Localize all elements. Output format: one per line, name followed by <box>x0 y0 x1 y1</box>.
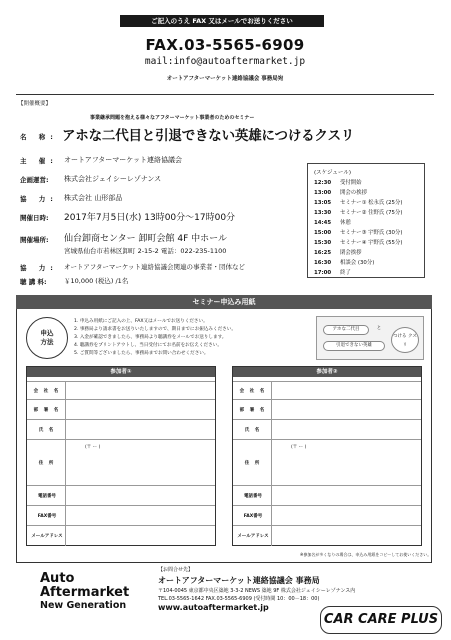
venue-address: 宮城県仙台市若林区卸町 2-15-2 電話：022-235-1100 <box>64 247 227 255</box>
schedule-item: 13:05 セミナー① 松永氏 (25分) <box>314 200 403 206</box>
contact-label: 【お問合せ先】 <box>158 567 194 573</box>
step-item: 1. 申込み用紙にご記入の上、FAX又はメールでお送りください。 <box>74 319 208 324</box>
form-row-name[interactable]: 氏 名 <box>27 419 215 439</box>
fax-number: FAX.03-5565-6909 <box>145 36 305 54</box>
schedule-item: 12:30 受付開始 <box>314 180 362 186</box>
instruction-banner: ご記入のうえ FAX 又はメールでお送りください <box>120 15 324 27</box>
logo-new-generation: New Generation <box>40 600 127 611</box>
participant-1-heading: 参加者① <box>27 367 215 377</box>
schedule-item: 13:30 セミナー② 住野氏 (75分) <box>314 210 403 216</box>
step-item: 2. 事務局より請求書をお送りいたしますので、期日までにお振込みください。 <box>74 327 236 332</box>
cooperation-value: 株式会社 山形部品 <box>64 194 123 202</box>
name-label: 名 称: <box>20 133 58 141</box>
schedule-item: 17:00 終了 <box>314 270 351 276</box>
step-item: 3. 入金が確認できましたら、事務局より聴講券をメールでお送りします。 <box>74 335 227 340</box>
postal-code: (〒 ー ) <box>291 445 307 450</box>
sample-ticket-image <box>316 316 424 360</box>
overview-label: 【開催概要】 <box>18 101 52 107</box>
seminar-title: アホな二代目と引退できない英雄につけるクスリ <box>62 128 355 144</box>
venue-label: 開催場所: <box>20 236 49 244</box>
form-row-phone[interactable]: 電話番号 <box>233 485 421 505</box>
step-item: 4. 聴講券をプリントアウトし、当日受付にてお名前をお伝えください。 <box>74 343 222 348</box>
cooperation-label: 協 力: <box>20 195 58 203</box>
planning-label: 企画運営: <box>20 176 49 184</box>
fee-label: 聴 講 料: <box>20 278 47 286</box>
contact-assoc: オートアフターマーケット連絡協議会 事務局 <box>158 575 320 585</box>
contact-address: 〒104-0045 東京都中央区築地 3-3-2 NEWS 築地 9F 株式会社ジェイシーレゾナンス内 <box>158 587 356 594</box>
form-row-email[interactable]: メールアドレス <box>27 525 215 546</box>
host-label: 主 催: <box>20 157 58 165</box>
form-row-company[interactable]: 会 社 名 <box>27 381 215 399</box>
form-row-email[interactable]: メールアドレス <box>233 525 421 546</box>
contact-tel: TEL.03-5565-1642 FAX.03-5565-6909 (受付時間 10：00－18：00) <box>158 596 320 602</box>
copy-note: ※参加名が多くなりの場合は、申込み用紙をコピーしてお使いください。 <box>300 552 432 557</box>
form-row-address[interactable]: 住 所 (〒 ー ) <box>233 439 421 485</box>
registration-heading: セミナー申込み用紙 <box>16 295 432 309</box>
sample-chip: アホな二代目 <box>323 325 369 335</box>
sample-chip: つける クスリ <box>391 327 419 353</box>
contact-web[interactable]: www.autoaftermarket.jp <box>158 602 269 612</box>
schedule-item: 14:45 休憩 <box>314 220 351 226</box>
form-row-fax[interactable]: FAX番号 <box>27 505 215 525</box>
schedule-item: 13:00 開会の挨拶 <box>314 190 367 196</box>
seminar-subtitle: 事業継承問題を抱える様々なアフターマーケット事業者のためのセミナー <box>90 115 255 121</box>
form-row-department[interactable]: 部 署 名 <box>27 399 215 419</box>
form-row-fax[interactable]: FAX番号 <box>233 505 421 525</box>
sample-chip: 引退できない英雄 <box>323 341 385 351</box>
recipient-org: オートアフターマーケット連絡協議会 事務局宛 <box>166 76 284 82</box>
participant-form-1 <box>26 366 216 546</box>
support-label: 協 力: <box>20 264 58 272</box>
form-row-address[interactable]: 住 所 (〒 ー ) <box>27 439 215 485</box>
participant-form-2 <box>232 366 422 546</box>
form-row-name[interactable]: 氏 名 <box>233 419 421 439</box>
divider <box>16 94 434 95</box>
host-value: オートアフターマーケット連絡協議会 <box>64 156 182 164</box>
form-row-department[interactable]: 部 署 名 <box>233 399 421 419</box>
date-value: 2017年7月5日(水) 13時00分～17時00分 <box>64 213 236 223</box>
form-row-company[interactable]: 会 社 名 <box>233 381 421 399</box>
schedule-box <box>307 163 425 278</box>
postal-code: (〒 ー ) <box>85 445 101 450</box>
schedule-item: 16:30 相談会 (30分) <box>314 260 375 266</box>
logo-aftermarket: Aftermarket <box>40 585 130 600</box>
contact-block <box>158 566 355 612</box>
logo-auto: Auto <box>40 571 75 586</box>
schedule-item: 16:25 閉会挨拶 <box>314 250 362 256</box>
schedule-item: 15:30 セミナー④ 宇野氏 (55分) <box>314 240 403 246</box>
step-item: 5. ご質問等ございましたら、事務局までお問い合わせください。 <box>74 351 209 356</box>
form-row-phone[interactable]: 電話番号 <box>27 485 215 505</box>
participant-2-heading: 参加者② <box>233 367 421 377</box>
support-value: オートアフターマーケット連絡協議会関連の事業者・団体など <box>64 263 246 271</box>
planning-value: 株式会社ジェイシーレゾナンス <box>64 175 162 183</box>
method-badge: 申込 方法 <box>26 317 68 359</box>
date-label: 開催日時: <box>20 214 49 222</box>
schedule-item: 15:00 セミナー③ 宇野氏 (30分) <box>314 230 403 236</box>
mail-address[interactable]: mail:info@autoaftermarket.jp <box>144 56 306 67</box>
fee-value: ￥10,000 (税込) /1名 <box>64 277 129 285</box>
schedule-heading: (スケジュール) <box>314 170 351 176</box>
car-care-plus-badge: CAR CARE PLUS <box>320 606 442 634</box>
registration-steps <box>74 318 236 358</box>
sample-chip: と <box>376 326 382 331</box>
venue-value: 仙台卸商センター 卸町会館 4F 中ホール <box>64 234 227 244</box>
